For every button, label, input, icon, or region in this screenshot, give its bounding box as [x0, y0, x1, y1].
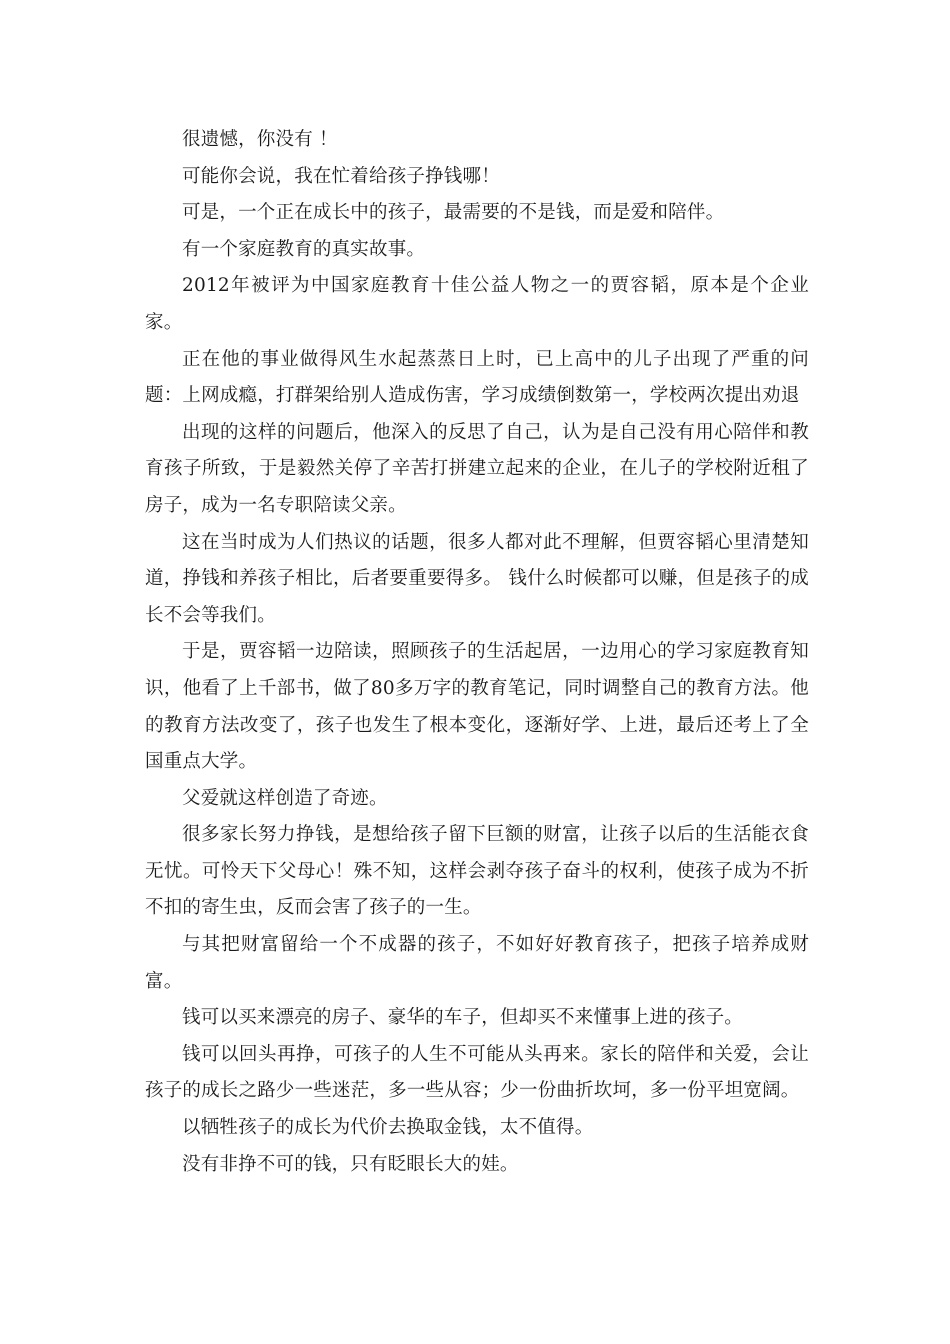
paragraph: 可是，一个正在成长中的孩子，最需要的不是钱，而是爱和陪伴。: [182, 202, 725, 224]
paragraph: 出现的这样的问题后，他深入的反思了自己，认为是自己没有用心陪伴和教育孩子所致，于是毅然关停了辛苦打拼建立起来的企业，在儿子的学校附近租了房子，成为一名专职陪读父亲。: [145, 421, 809, 516]
paragraph: 可能你会说，我在忙着给孩子挣钱哪！: [182, 165, 500, 187]
paragraph: 钱可以回头再挣，可孩子的人生不可能从头再来。家长的陪伴和关爱，会让孩子的成长之路少一些迷茫，多一些从容；少一份曲折坎坷，多一份平坦宽阔。: [145, 1043, 809, 1102]
paragraph: 很多家长努力挣钱，是想给孩子留下巨额的财富，让孩子以后的生活能衣食无忧。可怜天下父母心！殊不知，这样会剥夺孩子奋斗的权利，使孩子成为不折不扣的寄生虫，反而会害了孩子的一生。: [145, 824, 809, 919]
paragraph: 与其把财富留给一个不成器的孩子，不如好好教育孩子，把孩子培养成财富。: [145, 934, 809, 992]
paragraph: 没有非挣不可的钱，只有眨眼长大的娃。: [182, 1153, 519, 1175]
paragraph: 2012年被评为中国家庭教育十佳公益人物之一的贾容韬，原本是个企业家。: [145, 275, 809, 333]
paragraph: 钱可以买来漂亮的房子、豪华的车子，但却买不来懂事上进的孩子。: [182, 1007, 744, 1029]
paragraph: 有一个家庭教育的真实故事。: [182, 238, 426, 260]
paragraph: 以牺牲孩子的成长为代价去换取金钱，太不值得。: [182, 1117, 594, 1139]
paragraph: 父爱就这样创造了奇迹。: [182, 787, 388, 809]
paragraph: 这在当时成为人们热议的话题，很多人都对此不理解，但贾容韬心里清楚知道，挣钱和养孩子相比，后者要重要得多。 钱什么时候都可以赚，但是孩子的成长不会等我们。: [145, 531, 809, 626]
paragraph: 很遗憾，你没有 ！: [182, 129, 338, 150]
paragraph: 正在他的事业做得风生水起蒸蒸日上时，已上高中的儿子出现了严重的问题：上网成瘾，打群架给别人造成伤害，学习成绩倒数第一，学校两次提出劝退: [145, 348, 809, 407]
paragraph: 于是，贾容韬一边陪读，照顾孩子的生活起居，一边用心的学习家庭教育知识，他看了上千部书，做了80多万字的教育笔记，同时调整自己的教育方法。他的教育方法改变了，孩子也发生了根本变化，逐渐好学、上进，最后还考上了全国重点大学。: [145, 641, 809, 773]
document-body: [145, 122, 809, 1183]
